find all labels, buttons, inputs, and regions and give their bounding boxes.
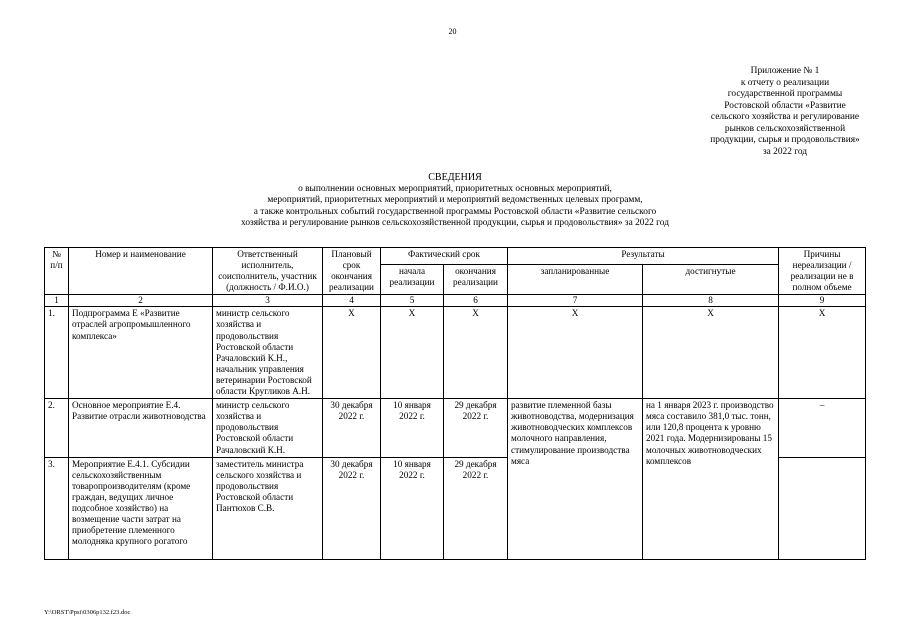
document-title: СВЕДЕНИЯ — [428, 172, 482, 183]
row-actual-end: X — [444, 307, 508, 399]
row-reasons — [779, 457, 866, 559]
heading-line: мероприятий, приоритетных мероприятий и мероприятий ведомственных целевых программ, — [267, 195, 643, 206]
row-planned-date: 30 декабря 2022 г. — [323, 457, 381, 559]
row-num: 1. — [45, 307, 69, 399]
row-planned-date: X — [323, 307, 381, 399]
header-actual-start: начала реализации — [381, 264, 444, 294]
row-actual-end: 29 декабря 2022 г. — [444, 399, 508, 457]
row-name: Подпрограмма Е «Развитие отраслей агропромышленного комплекса» — [69, 307, 213, 399]
header-actual-end: окончания реализации — [444, 264, 508, 294]
row-results-planned: X — [508, 307, 643, 399]
column-number: 2 — [69, 295, 213, 307]
row-reasons: – — [779, 399, 866, 457]
row-actual-end: 29 декабря 2022 г. — [444, 457, 508, 559]
column-number: 3 — [213, 295, 323, 307]
page-number: 20 — [448, 27, 457, 36]
row-actual-start: 10 января 2022 г. — [381, 457, 444, 559]
header-planned-date: Плановый срок окончания реализации — [323, 248, 381, 295]
row-executor: министр сельского хозяйства и продовольствия Ростовской области Рачаловский К.Н., начальник управления ветеринарии Ростовской области Кругликов А.Н. — [213, 307, 323, 399]
appendix-line: рынков сельскохозяйственной — [724, 123, 846, 134]
column-number: 6 — [444, 295, 508, 307]
table-row — [45, 399, 866, 457]
appendix-line: сельского хозяйства и регулирование — [710, 112, 860, 122]
row-num: 2. — [45, 399, 69, 457]
row-results-achieved: на 1 января 2023 г. производство мяса составило 381,0 тыс. тонн, или 120,8 процента к уровню 2021 года. Модернизированы 15 молочных животноводческих комплексов — [643, 399, 779, 559]
column-number: 5 — [381, 295, 444, 307]
row-actual-start: 10 января 2022 г. — [381, 399, 444, 457]
column-number: 7 — [508, 295, 643, 307]
appendix-line: за 2022 год — [762, 146, 808, 157]
column-number: 1 — [45, 295, 69, 307]
row-results-planned: развитие племенной базы животноводства, модернизация животноводческих комплексов молочного направления, стимулирование производства мяса — [508, 399, 643, 559]
header-row — [45, 248, 866, 265]
table-row — [45, 307, 866, 399]
report-table — [44, 247, 866, 560]
heading-line: о выполнении основных мероприятий, приоритетных основных мероприятий, — [298, 183, 612, 194]
heading-line: хозяйства и регулирование рынков сельскохозяйственной продукции, сырья и продовольствия» за 2022 год — [241, 218, 669, 229]
appendix-line: государственной программы — [727, 89, 843, 99]
header-executor: Ответственный исполнитель, соисполнитель, участник (должность / Ф.И.О.) — [213, 248, 323, 295]
heading-line: а также контрольных событий государственной программы Ростовской области «Развитие сельского — [253, 206, 657, 217]
appendix-line: к отчету о реализации — [740, 77, 830, 88]
column-number: 4 — [323, 295, 381, 307]
row-executor: министр сельского хозяйства и продовольствия Ростовской области Рачаловский К.Н. — [213, 399, 323, 457]
row-reasons: X — [779, 307, 866, 399]
header-actual-group: Фактический срок — [381, 248, 508, 265]
row-results-achieved: X — [643, 307, 779, 399]
appendix-line: Ростовской области «Развитие — [724, 100, 846, 111]
row-num: 3. — [45, 457, 69, 559]
header-results-group: Результаты — [508, 248, 779, 265]
header-num: № п/п — [45, 248, 69, 295]
row-actual-start: X — [381, 307, 444, 399]
file-path-footer: Y:\ORST\Ppsi\0306p132.f23.doc — [44, 609, 131, 616]
row-planned-date: 30 декабря 2022 г. — [323, 399, 381, 457]
appendix-note — [685, 66, 885, 158]
header-reasons: Причины нереализации / реализации не в полном объеме — [779, 248, 866, 295]
header-name: Номер и наименование — [69, 248, 213, 295]
appendix-line: продукции, сырья и продовольствия» — [710, 135, 860, 145]
row-name: Мероприятие Е.4.1. Субсидии сельскохозяйственным товаропроизводителям (кроме граждан, ведущих личное подсобное хозяйство) на возмещение части затрат на приобретение племенного молодняка крупного рогатого — [72, 458, 191, 547]
column-number: 9 — [779, 295, 866, 307]
header-results-achieved: достигнутые — [643, 264, 779, 294]
appendix-line: Приложение № 1 — [750, 66, 820, 76]
column-number: 8 — [643, 295, 779, 307]
row-name-cell — [69, 457, 213, 559]
column-number-row — [45, 295, 866, 307]
row-executor: заместитель министра сельского хозяйства и продовольствия Ростовской области Пантюхов С.В. — [213, 457, 323, 559]
document-heading — [180, 172, 730, 230]
header-results-planned: запланированные — [508, 264, 643, 294]
row-name: Основное мероприятие Е.4. Развитие отрасли животноводства — [69, 399, 213, 457]
